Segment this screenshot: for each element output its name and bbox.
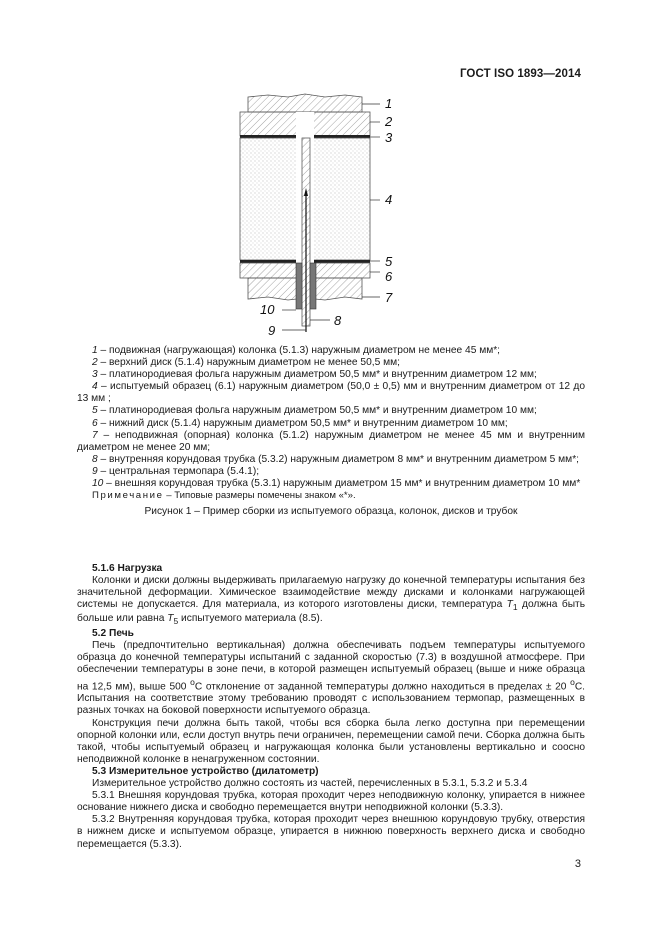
page-number: 3 <box>574 858 581 870</box>
legend-item: 3 – платинородиевая фольга наружным диаметром 50,5 мм* и внутренним диаметром 12 мм; <box>92 369 537 381</box>
legend-item: 5 – платинородиевая фольга наружным диаметром 50,5 мм* и внутренним диаметром 10 мм; <box>92 405 537 417</box>
paragraph: Печь (предпочтительно вертикальная) должна обеспечивать подъем температуры испытуемого образца до конечной температуры испытаний с заданной скоростью (7.3) в воздушной атмосфере. При обеспечении температуры в зоне печи, в которой размещен испытуемый образец (выше и ниже образца на 12,5 мм), выше 500 $^о$С отклонение от заданной температуры должно находиться в пределах ± 20 $^о$С. Испытания на соответствие этому требованию проводят с использованием термопар, размещенных в разных точках на боковой поверхности испытуемого образца. <box>77 639 585 717</box>
callout-8: 8 <box>334 313 342 328</box>
assembly-figure <box>230 92 415 342</box>
figure-note: Примечание – Типовые размеры помечены знаком «*». <box>92 490 356 502</box>
callout-3: 3 <box>385 130 393 145</box>
legend-item: 10 – внешняя корундовая трубка (5.3.1) наружным диаметром 15 мм* и внутренним диаметром 10 мм* <box>92 478 581 490</box>
section-heading: 5.3 Измерительное устройство (дилатометр) <box>92 765 319 777</box>
section-heading: 5.2 Печь <box>92 627 134 639</box>
paragraph: Измерительное устройство должно состоять из частей, перечисленных в 5.3.1, 5.3.2 и 5.3.4 <box>92 778 528 790</box>
legend-item: 8 – внутренняя корундовая трубка (5.3.2) наружным диаметром 8 мм* и внутренним диаметром 5 мм*; <box>92 453 579 465</box>
callout-2: 2 <box>385 114 393 129</box>
callout-5: 5 <box>385 254 393 269</box>
paragraph: 5.3.1 Внешняя корундовая трубка, которая проходит через неподвижную колонку, упирается в нижнее основание нижнего диска и свободно перемещается внутри неподвижной колонки (5.3.3). <box>77 790 585 814</box>
loading-column <box>248 94 362 112</box>
callout-10: 10 <box>260 302 275 317</box>
document-code: ГОСТ ISO 1893—2014 <box>459 68 581 80</box>
legend-item: 7 – неподвижная (опорная) колонка (5.1.2) наружным диаметром не менее 45 мм и внутренним диаметром не менее 20 мм; <box>77 429 585 453</box>
section-heading: 5.1.6 Нагрузка <box>92 563 163 574</box>
figure-legend <box>77 345 585 518</box>
legend-item: 2 – верхний диск (5.1.4) наружным диаметром не менее 50,5 мм; <box>92 357 400 369</box>
paragraph: 5.3.2 Внутренняя корундовая трубка, которая проходит через внешнюю корундовую трубку, отверстия в нижнем диске и испытуемом образце, упирается в нижнюю поверхность верхнего диска и свободно перемещается (5.3.3). <box>77 814 585 850</box>
paragraph: Колонки и диски должны выдерживать прилагаемую нагрузку до конечной температуры испытания без значительной деформации. Химическое взаимодействие между дисками и колонками нагружающей системы не допускается. Для материала, из которого изготовлены диски, температура $T_1$ должна быть больше или равна $T_5$ испытуемого материала (8.5). <box>77 575 585 627</box>
legend-item: 9 – центральная термопара (5.4.1); <box>92 465 260 477</box>
legend-item: 6 – нижний диск (5.1.4) наружным диаметром 50,5 мм* и внутренним диаметром 10 мм; <box>92 417 508 429</box>
figure-caption: Рисунок 1 – Пример сборки из испытуемого образца, колонок, дисков и трубок <box>144 506 518 518</box>
legend-item: 1 – подвижная (нагружающая) колонка (5.1.3) наружным диаметром не менее 45 мм*; <box>92 345 500 356</box>
section-5-1-6 <box>77 563 585 851</box>
legend-item: 4 – испытуемый образец (6.1) наружным диаметром (50,0 ± 0,5) мм и внутренним диаметром от 12 до 13 мм ; <box>77 381 585 405</box>
callout-7: 7 <box>385 290 393 305</box>
callout-1: 1 <box>385 96 393 111</box>
callout-6: 6 <box>385 269 393 284</box>
paragraph: Конструкция печи должна быть такой, чтобы вся сборка была легко доступна при перемещении опорной колонки или, если доступ внутрь печи ограничен, перемещении самой печи. Сборка должна быть такой, чтобы испытуемый образец и нагружающая колонка были установлены вертикально и соосно неподвижной колонке в ненагруженном состоянии. <box>77 717 585 765</box>
callout-9: 9 <box>268 323 276 338</box>
callout-4: 4 <box>385 192 393 207</box>
